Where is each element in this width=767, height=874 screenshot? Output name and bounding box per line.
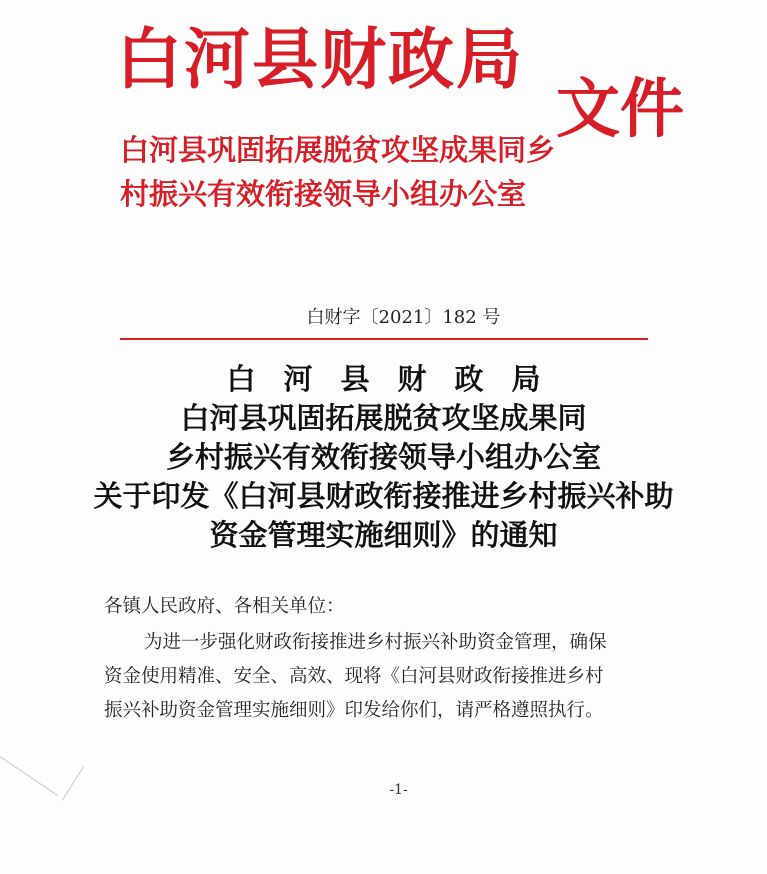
salutation: 各镇人民政府、各相关单位： (104, 596, 345, 617)
red-divider-line (120, 338, 648, 340)
joint-issuer-name (120, 128, 555, 216)
body-line-3: 振兴补助资金管理实施细则》印发给你们，请严格遵照执行。 (104, 700, 604, 721)
joint-issuer-line-1: 白河县巩固拓展脱贫攻坚成果同乡 (120, 133, 556, 167)
title-line-4: 关于印发《白河县财政衔接推进乡村振兴补助 (93, 479, 674, 513)
title-line-3: 乡村振兴有效衔接领导小组办公室 (165, 440, 601, 474)
page-number: -1- (389, 782, 408, 798)
title-line-2: 白河县巩固拓展脱贫攻坚成果同 (180, 401, 587, 435)
body-line-2: 资金使用精准、安全、高效、现将《白河县财政衔接推进乡村 (104, 666, 604, 687)
document-type-label: 文件 (556, 72, 684, 147)
document-title (0, 360, 767, 555)
title-line-5: 资金管理实施细则》的通知 (209, 518, 558, 552)
body-paragraph (104, 626, 664, 728)
joint-issuer-line-2: 村振兴有效衔接领导小组办公室 (120, 177, 527, 211)
issuer-name: 白河县财政局 (116, 20, 524, 98)
title-line-1: 白河县财政局 (226, 362, 569, 396)
document-number: 白财字〔2021〕182 号 (306, 307, 501, 328)
body-line-1: 为进一步强化财政衔接推进乡村振兴补助资金管理，确保 (144, 632, 607, 653)
